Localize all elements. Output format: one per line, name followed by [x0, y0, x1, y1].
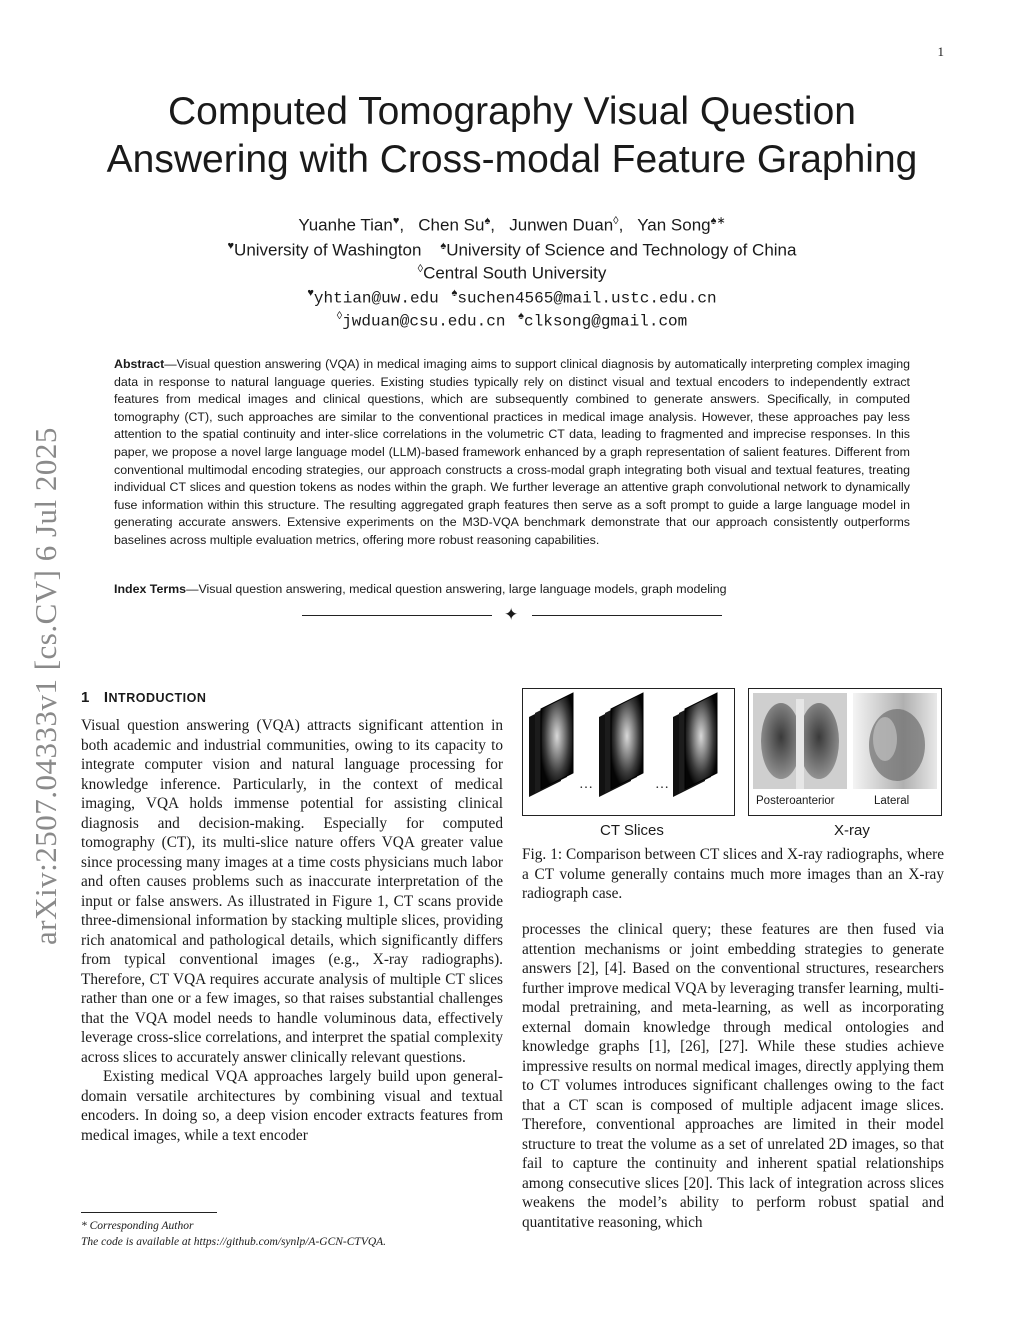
affiliation: University of Washington — [234, 240, 422, 260]
divider-line-left — [302, 615, 492, 616]
title-line-2: Answering with Cross-modal Feature Graphing — [106, 138, 918, 181]
posteroanterior-xray — [753, 693, 847, 789]
section-heading — [81, 689, 206, 706]
section-number: 1 — [81, 689, 90, 706]
author-name: Yuanhe Tian — [298, 215, 393, 235]
divider-star-icon: ✦ — [504, 605, 519, 624]
affiliation: Central South University — [423, 263, 607, 283]
section-title-rest: NTRODUCTION — [108, 691, 207, 705]
author-list: Yuanhe Tian♥, Chen Su♠, Junwen Duan◊, Yan Song♠∗ — [298, 215, 726, 235]
ct-slices-panel — [522, 688, 735, 816]
affiliation-mark: ◊ — [613, 215, 619, 227]
paper-title — [0, 88, 1024, 184]
page-number: 1 — [937, 44, 944, 59]
affiliation-mark: ◊ — [417, 263, 424, 275]
footnote-rule — [81, 1212, 217, 1213]
xray-images — [749, 689, 941, 793]
author-name: Yan Song — [637, 215, 711, 235]
affiliation-mark: ♠ — [451, 287, 458, 299]
left-column — [81, 716, 503, 1145]
author-name: Junwen Duan — [509, 215, 614, 235]
ct-slices-label: CT Slices — [600, 822, 664, 839]
posteroanterior-label: Posteroanterior — [756, 795, 835, 807]
affiliation-mark: ♠ — [440, 240, 447, 252]
footnote-code-link: The code is available at https://github.com/synlp/A-GCN-CTVQA. — [81, 1236, 387, 1248]
ct-stack-1 — [529, 693, 573, 797]
index-terms — [114, 581, 910, 598]
xray-label: X-ray — [834, 822, 870, 839]
author-name: Chen Su — [418, 215, 485, 235]
email: yhtian@uw.edu — [313, 289, 439, 308]
affiliations-line-2 — [0, 258, 1024, 285]
affiliation: University of Science and Technology of China — [446, 240, 797, 260]
figure-1 — [522, 688, 944, 838]
email: jwduan@csu.edu.cn — [342, 312, 506, 331]
title-line-1: Computed Tomography Visual Question — [168, 90, 856, 133]
emails-line-2 — [0, 305, 1024, 334]
affiliation-mark: ♠ — [484, 215, 491, 227]
paragraph: processes the clinical query; these features are then fused via attention mechanisms or joint embedding strategies to generate answers [2], [4]. Based on the conventional structures, researchers further improve medical VQA by leveraging transfer learning, multi-modal pretraining, and meta-learning, as well as incorporating external domain knowledge through medical ontologies and knowledge graphs [1], [26], [27]. While these studies achieve impressive results on normal medical images, directly applying them to CT volumes introduces significant challenges owing to the fact that a CT scan is composed of multiple adjacent image slices. Therefore, conventional approaches are limited in their model structure to treat the volume as a set of unrelated 2D images, so that fail to capture the continuity and inherent spatial relationships among consecutive slices [20]. This lack of integration across slices weakens the model’s ability to perform robust spatial and quantitative reasoning, which — [522, 921, 944, 1231]
divider-line-right — [532, 615, 722, 616]
section-title-initial: I — [103, 689, 109, 706]
index-terms-text: —Visual question answering, medical question answering, large language models, graph modeling — [186, 582, 727, 596]
abstract-label: Abstract — [114, 357, 165, 371]
affiliation-mark: ♠∗ — [710, 215, 726, 227]
ct-stack-3 — [673, 693, 717, 797]
ellipsis: … — [579, 777, 593, 792]
index-terms-label: Index Terms — [114, 582, 187, 596]
arxiv-identifier-stamp: arXiv:2507.04333v1 [cs.CV] 6 Jul 2025 — [28, 427, 63, 945]
footnote — [81, 1218, 386, 1250]
footnote-corresponding-author: * Corresponding Author — [81, 1220, 194, 1232]
abstract — [114, 356, 910, 550]
lateral-xray — [853, 693, 937, 789]
ellipsis: … — [655, 777, 669, 792]
affiliation-mark: ♥ — [307, 287, 314, 299]
affiliation-mark: ◊ — [336, 310, 343, 322]
paragraph: Existing medical VQA approaches largely build upon general-domain versatile architectures by combining visual and textual encoders. In doing so, a deep vision encoder extracts features from medical images, while a text encoder — [81, 1068, 503, 1144]
section-divider — [302, 605, 722, 624]
abstract-text: —Visual question answering (VQA) in medical imaging aims to support clinical diagnosis by automatically interpreting complex imaging data in response to natural language queries. Existing studies typically rely on distinct visual and textual encoders to independently extract features from medical images and clinical questions, which are subsequently combined to generate answers. Specifically, in computed tomography (CT), such approaches are similar to the conventional practices in medical image analysis. However, these approaches pay less attention to the spatial continuity and inter-slice correlations in the volumetric CT data, leading to fragmented and imprecise responses. In this paper, we propose a novel large language model (LLM)-based framework enhanced by a graph representation of salient features. Different from conventional multimodal encoding strategies, our approach constructs a cross-modal graph integrating both visual and textual features, treating individual CT slices and question tokens as nodes within the graph. We further leverage an attentive graph convolutional network to dynamically fuse information within this structure. The resulting aggregated graph features then serve as a soft prompt to guide a large language model in generating accurate answers. Extensive experiments on the M3D-VQA benchmark demonstrate that our approach consistently outperforms baselines across multiple evaluation metrics, offering more robust reasoning capabilities. — [114, 357, 910, 547]
paragraph: Visual question answering (VQA) attracts significant attention in both academic and industrial communities, owing to its capacity to integrate computer vision and natural language processing for knowledge inference. Particularly, in the context of medical imaging, VQA holds immense potential for assisting clinical diagnosis and decision-making. Especially for computed tomography (CT), its multi-slice nature offers VQA greater value since processing many images at a time costs physicians much labor and often causes problems such as inaccurate interpretation of the input or false answers. As illustrated in Figure 1, CT scans provide three-dimensional information by stacking multiple slices, providing rich anatomical and pathological details, which significantly differs from typical conventional images (e.g., X-ray radiographs). Therefore, CT VQA requires accurate analysis of multiple CT slices rather than one or a few images, so that raises substantial challenges that the VQA model needs to handle voluminous data, effectively leverage cross-slice correlations, and interpret the spatial complexity across slices to accurately answer clinically relevant questions. — [81, 717, 503, 1066]
affiliation-mark: ♠ — [518, 310, 525, 322]
affiliation-mark: ♥ — [392, 215, 400, 227]
email: suchen4565@mail.ustc.edu.cn — [457, 289, 717, 308]
right-column — [522, 920, 944, 1232]
lateral-label: Lateral — [874, 795, 910, 807]
affiliation-mark: ♥ — [227, 240, 235, 252]
figure-caption: Fig. 1: Comparison between CT slices and X-ray radiographs, where a CT volume generally contains much more images than an X-ray radiograph case. — [522, 846, 944, 902]
ct-slice-stacks-image — [523, 689, 734, 815]
ct-stack-2 — [599, 693, 643, 797]
email: clksong@gmail.com — [524, 312, 688, 331]
